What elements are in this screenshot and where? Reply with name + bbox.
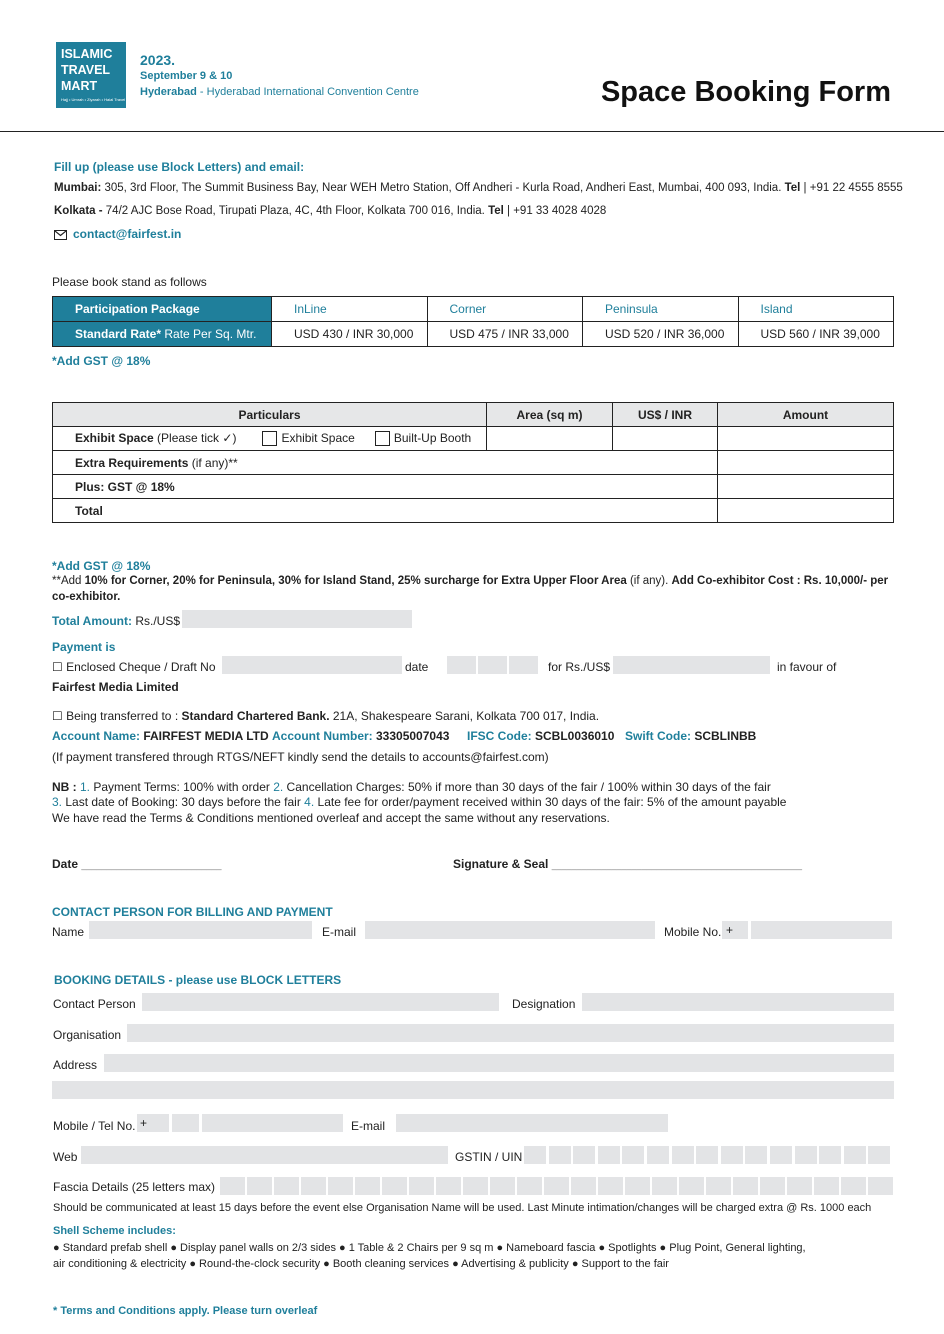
ifsc-value: SCBL0036010 [531, 729, 615, 743]
contact-email-field[interactable] [365, 921, 655, 939]
kolkata-address-line [54, 205, 606, 217]
term-text-4: Late fee for order/payment received within 30 days of the fair: 5% of the amount payable [314, 795, 787, 809]
ifsc-label: IFSC Code: [467, 729, 532, 743]
fascia-char-box[interactable] [598, 1177, 623, 1195]
account-name-value: FAIRFEST MEDIA LTD [140, 729, 269, 743]
fascia-char-box[interactable] [571, 1177, 596, 1195]
kolkata-tel: | +91 33 4028 4028 [503, 205, 607, 217]
terms-line-1 [52, 780, 771, 794]
fascia-char-box[interactable] [760, 1177, 785, 1195]
col-particulars: Particulars [53, 403, 487, 427]
gstin-char-box[interactable] [672, 1146, 694, 1164]
extra-requirements-label: Extra Requirements [75, 455, 189, 470]
fascia-char-box[interactable] [544, 1177, 569, 1195]
fascia-char-box[interactable] [409, 1177, 434, 1195]
total-amount-label: Total Amount: [52, 614, 132, 628]
event-logo [56, 42, 126, 108]
web-label: Web [53, 1150, 78, 1164]
col-amount: Amount [718, 403, 894, 427]
rate-header-row [53, 297, 894, 322]
swift-value: SCBLINBB [691, 729, 757, 743]
exhibit-space-row [53, 427, 894, 451]
logo-line-2: TRAVEL [61, 63, 111, 77]
fascia-char-box[interactable] [355, 1177, 380, 1195]
account-number-value: 33305007043 [372, 729, 450, 743]
gstin-char-box[interactable] [745, 1146, 767, 1164]
gstin-char-box[interactable] [770, 1146, 792, 1164]
booking-mobile-label: Mobile / Tel No. [53, 1119, 136, 1133]
in-favour-label: in favour of [777, 660, 837, 674]
payment-title: Payment is [52, 640, 116, 654]
fascia-char-box[interactable] [274, 1177, 299, 1195]
term-number-4: 4. [304, 795, 315, 809]
rate-col-island: Island [738, 297, 894, 322]
gstin-char-box[interactable] [573, 1146, 595, 1164]
standard-rate-cell [53, 322, 272, 347]
cheque-amount-field[interactable] [613, 656, 770, 674]
swift-label: Swift Code: [625, 729, 691, 743]
address-field-line1[interactable] [104, 1054, 894, 1072]
gst-amount-input[interactable] [718, 475, 894, 499]
gstin-char-box[interactable] [549, 1146, 571, 1164]
event-dates: September 9 & 10 [140, 70, 233, 82]
cheque-date-day-field[interactable] [447, 656, 476, 674]
fascia-char-box[interactable] [382, 1177, 407, 1195]
mumbai-tel-label: Tel [784, 182, 801, 194]
built-up-booth-checkbox[interactable] [375, 431, 390, 446]
gstin-char-box[interactable] [524, 1146, 546, 1164]
term-text-2: Cancellation Charges: 50% if more than 30 days of the fair / 100% within 30 days of the fair [283, 780, 771, 794]
signature-label: Signature & Seal [453, 857, 549, 871]
contact-name-label: Name [52, 925, 85, 939]
date-signature-line [52, 857, 222, 871]
exhibit-amount-input[interactable] [718, 427, 894, 451]
contact-email-line [54, 227, 181, 241]
surcharge-prefix: **Add [52, 575, 85, 587]
payee-name: Fairfest Media Limited [52, 680, 179, 694]
terms-footer-note: * Terms and Conditions apply. Please turn overleaf [53, 1305, 318, 1317]
booking-mobile-field[interactable] [202, 1114, 343, 1132]
term-text-3: Last date of Booking: 30 days before the fair [62, 795, 305, 809]
exhibit-space-label: Exhibit Space [75, 430, 154, 445]
contact-email-label: E-mail [322, 925, 357, 939]
booking-mobile-code-field[interactable]: + [137, 1114, 169, 1132]
page-title: Space Booking Form [600, 76, 891, 108]
surcharge-note-line2: co-exhibitor. [52, 591, 121, 603]
account-number-label: Account Number: [272, 729, 373, 743]
price-island: USD 560 / INR 39,000 [738, 322, 894, 347]
cheque-number-field[interactable] [222, 656, 402, 674]
bank-address: 21A, Shakespeare Sarani, Kolkata 700 017, India. [329, 709, 600, 723]
nb-label: NB : [52, 780, 80, 794]
logo-line-3: MART [61, 79, 98, 93]
gst-label: Plus: GST @ 18% [53, 475, 718, 499]
standard-rate-label: Standard Rate* [75, 327, 162, 341]
fascia-char-box[interactable] [814, 1177, 839, 1195]
contact-person-label: Contact Person [53, 997, 136, 1011]
price-inline: USD 430 / INR 30,000 [272, 322, 428, 347]
mumbai-label: Mumbai: [54, 182, 102, 194]
fascia-char-box[interactable] [247, 1177, 272, 1195]
envelope-icon [54, 230, 67, 240]
organisation-field[interactable] [127, 1024, 894, 1042]
rate-table [52, 296, 894, 347]
gstin-char-box[interactable] [844, 1146, 866, 1164]
designation-field[interactable] [582, 993, 894, 1011]
extra-requirements-hint: (if any)** [188, 455, 238, 470]
price-corner: USD 475 / INR 33,000 [427, 322, 583, 347]
participation-package-cell: Participation Package [53, 297, 272, 322]
fascia-label: Fascia Details (25 letters max) [53, 1180, 216, 1194]
total-row [53, 499, 894, 523]
rate-unit-label: Rate Per Sq. Mtr. [161, 327, 257, 341]
rate-price-row [53, 322, 894, 347]
total-amount-field[interactable] [182, 610, 412, 628]
bank-transfer-line [52, 709, 599, 723]
contact-person-field[interactable] [142, 993, 499, 1011]
fascia-char-box[interactable] [841, 1177, 866, 1195]
cheque-date-year-field[interactable] [509, 656, 538, 674]
account-name-line [52, 729, 269, 743]
fascia-char-box[interactable] [517, 1177, 542, 1195]
cheque-label[interactable]: ☐ Enclosed Cheque / Draft No [52, 660, 216, 674]
contact-email-link[interactable]: contact@fairfest.in [73, 227, 182, 241]
gstin-char-box[interactable] [622, 1146, 644, 1164]
kolkata-label: Kolkata - [54, 205, 103, 217]
venue-name: - Hyderabad International Convention Centre [196, 86, 419, 98]
fascia-char-box[interactable] [625, 1177, 650, 1195]
gstin-char-box[interactable] [647, 1146, 669, 1164]
surcharge-rates: 10% for Corner, 20% for Peninsula, 30% for Island Stand, 25% surcharge for Extra Upper Floor Area [84, 575, 627, 587]
exhibit-space-option-label: Exhibit Space [281, 430, 355, 445]
swift-line [625, 729, 756, 743]
contact-section-title: CONTACT PERSON FOR BILLING AND PAYMENT [52, 905, 333, 919]
kolkata-tel-label: Tel [488, 205, 504, 217]
shell-scheme-line2: air conditioning & electricity ● Round-the-clock security ● Booth cleaning services ● Advertising & publicity ● Support to the fair [53, 1258, 669, 1270]
account-number-line [272, 729, 449, 743]
date-blank[interactable]: ____________________________ [81, 860, 222, 870]
booking-mobile-area-field[interactable] [172, 1114, 199, 1132]
particulars-header-row [53, 403, 894, 427]
exhibit-area-input[interactable] [487, 427, 613, 451]
total-amount-input[interactable] [718, 499, 894, 523]
price-peninsula: USD 520 / INR 36,000 [583, 322, 739, 347]
venue-city: Hyderabad [140, 86, 197, 98]
fascia-char-box[interactable] [787, 1177, 812, 1195]
contact-mobile-label: Mobile No. [664, 925, 722, 939]
term-number-3: 3. [52, 795, 63, 809]
booking-email-field[interactable] [396, 1114, 668, 1132]
contact-mobile-field[interactable] [751, 921, 892, 939]
ifsc-line [467, 729, 614, 743]
fascia-char-box[interactable] [328, 1177, 353, 1195]
rate-col-peninsula: Peninsula [583, 297, 739, 322]
gstin-char-box[interactable] [721, 1146, 743, 1164]
terms-acceptance: We have read the Terms & Conditions mentioned overleaf and accept the same without any reservations. [52, 811, 610, 825]
header-divider [0, 131, 944, 132]
term-number-2: 2. [273, 780, 284, 794]
term-number-1: 1. [80, 780, 91, 794]
rtgs-note: (If payment transfered through RTGS/NEFT kindly send the details to accounts@fairfest.com) [52, 750, 549, 764]
term-text-1: Payment Terms: 100% with order [90, 780, 274, 794]
gstin-char-box[interactable] [598, 1146, 620, 1164]
surcharge-note-line1 [52, 575, 888, 587]
mumbai-tel: | +91 22 4555 8555 [800, 182, 903, 194]
shell-scheme-title: Shell Scheme includes: [53, 1225, 176, 1237]
surcharge-mid: (if any). [626, 575, 672, 587]
fascia-char-box[interactable] [463, 1177, 488, 1195]
total-amount-unit: Rs./US$ [131, 614, 180, 628]
fill-up-instruction: Fill up (please use Block Letters) and email: [54, 160, 305, 174]
fascia-char-box[interactable] [706, 1177, 731, 1195]
fascia-char-box[interactable] [679, 1177, 704, 1195]
gst-row [53, 475, 894, 499]
exhibit-rate-input[interactable] [613, 427, 718, 451]
fascia-char-box[interactable] [652, 1177, 677, 1195]
fascia-char-box[interactable] [301, 1177, 326, 1195]
web-field[interactable] [81, 1146, 448, 1164]
exhibit-space-checkbox[interactable] [262, 431, 277, 446]
rate-col-corner: Corner [427, 297, 583, 322]
fascia-char-box[interactable] [868, 1177, 893, 1195]
rates-intro: Please book stand as follows [52, 275, 207, 289]
gstin-char-box[interactable] [819, 1146, 841, 1164]
extra-requirements-row [53, 451, 894, 475]
bank-name: Standard Chartered Bank. [181, 709, 330, 723]
fascia-char-box[interactable] [436, 1177, 461, 1195]
extra-amount-input[interactable] [718, 451, 894, 475]
booking-email-label: E-mail [351, 1119, 386, 1133]
extra-requirements-cell [53, 451, 718, 475]
fascia-note: Should be communicated at least 15 days before the event else Organisation Name will be used. Last Minute intimation/changes will be charged extra @ Rs. 1000 each [53, 1202, 872, 1214]
signature-blank[interactable]: __________________________________________________ [551, 860, 802, 870]
event-year: 2023. [140, 52, 176, 68]
gstin-char-box[interactable] [696, 1146, 718, 1164]
designation-label: Designation [512, 997, 576, 1011]
gstin-char-box[interactable] [868, 1146, 890, 1164]
booking-section-title: BOOKING DETAILS - please use BLOCK LETTERS [54, 973, 342, 987]
fascia-char-box[interactable] [733, 1177, 758, 1195]
account-name-label: Account Name: [52, 729, 141, 743]
kolkata-address: 74/2 AJC Bose Road, Tirupati Plaza, 4C, 4th Floor, Kolkata 700 016, India. [102, 205, 489, 217]
terms-line-2 [52, 795, 786, 809]
particulars-table [52, 402, 894, 523]
contact-name-field[interactable] [89, 921, 312, 939]
address-label: Address [53, 1058, 98, 1072]
mumbai-address: 305, 3rd Floor, The Summit Business Bay, Near WEH Metro Station, Off Andheri - Kurla Road, Andheri East, Mumbai, 400 093, India. [101, 182, 785, 194]
date-label: Date [52, 857, 79, 871]
gst-note: *Add GST @ 18% [52, 559, 151, 573]
cheque-amount-label: for Rs./US$ [548, 660, 611, 674]
rate-col-inline: InLine [272, 297, 428, 322]
rates-gst-note: *Add GST @ 18% [52, 354, 151, 368]
built-up-booth-option-label: Built-Up Booth [393, 430, 472, 445]
col-area: Area (sq m) [487, 403, 613, 427]
coexhibitor-cost: Add Co-exhibitor Cost : Rs. 10,000/- per [671, 575, 889, 587]
organisation-label: Organisation [53, 1028, 122, 1042]
cheque-date-label: date [405, 660, 429, 674]
fascia-char-box[interactable] [490, 1177, 515, 1195]
signature-line [453, 857, 802, 871]
gstin-char-box[interactable] [795, 1146, 817, 1164]
address-field-line2[interactable] [52, 1081, 894, 1099]
col-currency: US$ / INR [613, 403, 718, 427]
total-label: Total [53, 499, 718, 523]
total-amount-line [52, 614, 180, 628]
event-venue [140, 86, 419, 98]
exhibit-space-cell [53, 427, 487, 451]
logo-line-1: ISLAMIC [61, 47, 113, 61]
bank-transfer-checkbox-label[interactable]: ☐ Being transferred to : [52, 709, 182, 723]
exhibit-space-hint: (Please tick ✓) [153, 430, 237, 445]
shell-scheme-line1: ● Standard prefab shell ● Display panel walls on 2/3 sides ● 1 Table & 2 Chairs per 9 sq m ● Nameboard fascia ● Spotlights ● Plug Point, General lighting, [53, 1242, 806, 1254]
cheque-date-month-field[interactable] [478, 656, 507, 674]
logo-tagline: Hajj • Umrah • Ziyarah • Halal Travel [61, 97, 126, 102]
gstin-label: GSTIN / UIN [455, 1150, 523, 1164]
mumbai-address-line [54, 182, 903, 194]
contact-mobile-code-field[interactable]: + [722, 921, 748, 939]
fascia-char-box[interactable] [220, 1177, 245, 1195]
